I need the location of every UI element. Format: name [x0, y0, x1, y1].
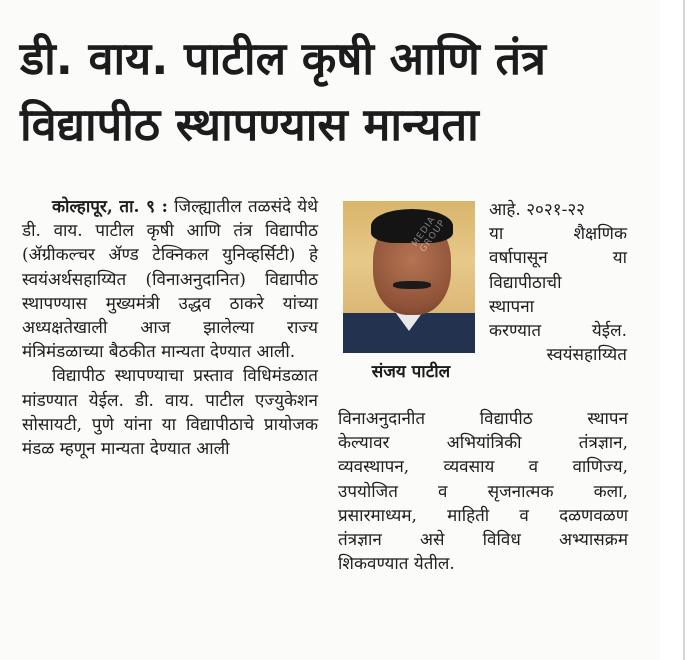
page-divider: [683, 0, 685, 660]
article-left-column: [22, 195, 318, 461]
right-line-2: या शैक्षणिक: [489, 224, 627, 245]
headline-line-2: विद्यापीठ स्थापण्यास मान्यता: [20, 98, 479, 151]
bottom-line-7: शिकवण्यात येतील.: [338, 554, 455, 575]
right-line-1: आहे. २०२१-२२: [489, 200, 585, 220]
bottom-line-1: विनाअनुदानीत विद्यापीठ स्थापन: [338, 409, 628, 429]
headline: [20, 26, 650, 158]
article-bottom-column: [338, 407, 628, 576]
right-line-5: स्थापना: [489, 296, 535, 317]
page-margin: [660, 0, 700, 660]
bottom-line-4: उपयोजित व सृजनात्मक कला,: [338, 481, 628, 502]
photo-mustache: [393, 281, 431, 289]
bottom-line-3: व्यवस्थापन, व्यवसाय व वाणिज्य,: [338, 457, 628, 478]
bottom-line-6: तंत्रज्ञान असे विविध अभ्यासक्रम: [338, 530, 628, 551]
article-paragraph-1: [22, 195, 318, 364]
photo-caption: संजय पाटील: [371, 362, 451, 382]
right-line-3: वर्षापासून या: [489, 248, 627, 269]
right-line-4: विद्यापीठाची: [489, 272, 562, 293]
article-right-column: [489, 198, 627, 367]
headline-line-1: डी. वाय. पाटील कृषी आणि तंत्र: [20, 32, 546, 85]
paragraph-1-text: जिल्ह्यातील तळसंदे येथे डी. वाय. पाटील कृषी आणि तंत्र विद्यापीठ (ॲग्रीकल्चर ॲण्ड टेक्निकल युनिव्हर्सिटी) हे स्वयंअर्थसहाय्यित (विनाअनुदानित) विद्यापीठ स्थापण्यास मुख्यमंत्री उद्धव ठाकरे यांच्या अध्यक्षतेखाली आज झालेल्या राज्य मंत्रिमंडळाच्या बैठकीत मान्यता देण्यात आली.: [22, 197, 318, 363]
right-line-7: स्वयंसहाय्यित: [546, 345, 627, 366]
portrait-photo: [343, 201, 475, 353]
right-line-6: करण्यात येईल.: [489, 321, 627, 342]
bottom-line-2: केल्यावर अभियांत्रिकी तंत्रज्ञान,: [338, 433, 628, 454]
bottom-line-5: प्रसारमाध्यम, माहिती व दळणवळण: [338, 505, 628, 526]
photo-watermark: MEDIA GROUP: [410, 214, 448, 255]
article-paragraph-2: विद्यापीठ स्थापण्याचा प्रस्ताव विधिमंडळात मांडण्यात येईल. डी. वाय. पाटील एज्युकेशन सोसायटी, पुणे यांना या विद्यापीठाचे प्रायोजक मंडळ म्हणून मान्यता देण्यात आली: [22, 366, 318, 460]
dateline: कोल्हापूर, ता. ९ :: [52, 197, 168, 217]
